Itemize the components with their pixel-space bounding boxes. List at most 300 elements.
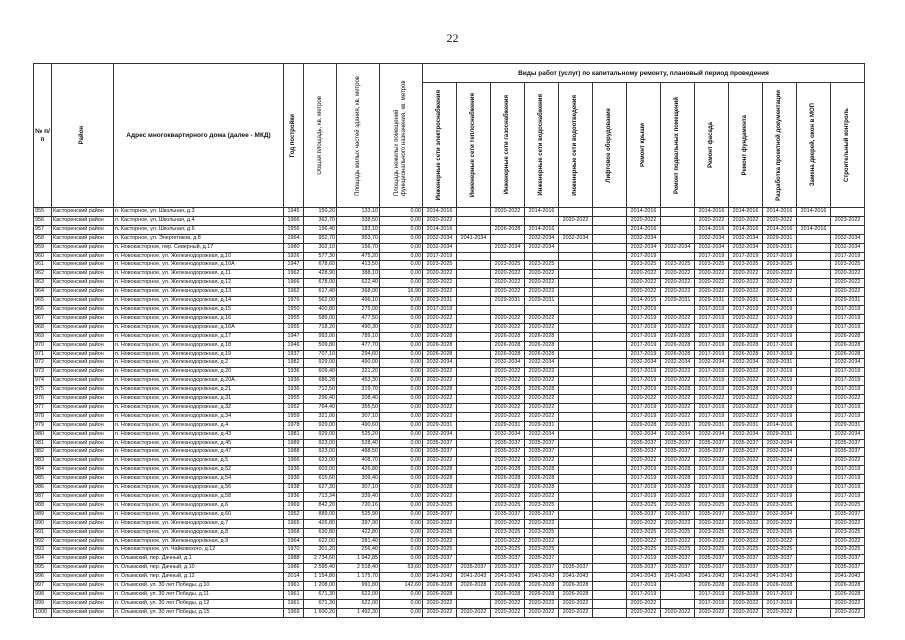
row-work-period: 2020-2022 [423, 395, 457, 404]
row-work-period: 2017-2019 [627, 341, 661, 350]
header-work-12 [831, 83, 865, 208]
header-work-6 [627, 83, 661, 208]
row-work-period: 2032-2034 [831, 430, 865, 439]
table-row [34, 528, 865, 537]
row-work-period: 2026-2028 [525, 484, 559, 493]
row-work-period: 2023-2025 [831, 528, 865, 537]
row-area-living: 275,00 [337, 305, 380, 314]
row-work-period [593, 297, 627, 306]
row-work-period: 2032-2034 [491, 359, 525, 368]
row-work-period [797, 590, 831, 599]
row-work-period [457, 261, 491, 270]
row-work-period: 2017-2019 [763, 466, 797, 475]
row-work-period [457, 448, 491, 457]
capital-repair-table [33, 63, 865, 618]
header-work-label: Инженерные сети водоснабжения [538, 94, 544, 196]
row-work-period: 2020-2022 [525, 403, 559, 412]
row-area-nonliving: 0,00 [380, 386, 423, 395]
row-number: 958 [34, 234, 52, 243]
table-row [34, 279, 865, 288]
row-work-period: 2032-2034 [729, 234, 763, 243]
row-work-period: 2041-2043 [831, 573, 865, 582]
row-work-period: 2020-2022 [491, 403, 525, 412]
table-row [34, 403, 865, 412]
row-area-nonliving: 0,00 [380, 439, 423, 448]
row-area-nonliving: 0,00 [380, 519, 423, 528]
row-work-period: 2026-2028 [729, 350, 763, 359]
row-work-period [797, 270, 831, 279]
row-area-living: 1 175,70 [337, 573, 380, 582]
row-work-period: 2020-2022 [831, 279, 865, 288]
row-work-period [593, 448, 627, 457]
row-year: 1950 [284, 305, 304, 314]
row-work-period [559, 412, 593, 421]
row-address: п. Новокасторное, ул. Железнодорожная, д.56 [114, 484, 284, 493]
row-work-period [559, 341, 593, 350]
row-area-nonliving: 0,00 [380, 448, 423, 457]
row-work-period [831, 208, 865, 217]
row-work-period: 2020-2022 [627, 457, 661, 466]
row-work-period [593, 395, 627, 404]
row-work-period: 2041-2043 [457, 573, 491, 582]
header-work-label: Замена дверей, окон в МОП [810, 103, 816, 187]
header-area-nonliving [380, 64, 423, 208]
row-year: 1968 [284, 528, 304, 537]
row-number: 982 [34, 448, 52, 457]
row-work-period [559, 475, 593, 484]
row-address: п. Новокасторное, ул. Железнодорожная, д.15 [114, 305, 284, 314]
row-work-period: 2020-2022 [661, 412, 695, 421]
row-work-period: 2017-2019 [763, 412, 797, 421]
row-area-total: 889,00 [304, 510, 337, 519]
row-work-period: 2029-2031 [763, 430, 797, 439]
header-district-label: Район [79, 126, 85, 145]
row-work-period: 2035-2037 [831, 564, 865, 573]
row-address: п. Олымский, пер. Дачный, д.12 [114, 573, 284, 582]
row-address: п. Новокасторное, ул. Железнодорожная, д.12 [114, 279, 284, 288]
row-work-period: 2041-2043 [525, 573, 559, 582]
row-work-period: 2026-2028 [423, 582, 457, 591]
row-work-period [593, 208, 627, 217]
row-work-period: 2023-2025 [525, 261, 559, 270]
row-work-period: 2023-2025 [525, 528, 559, 537]
row-work-period [593, 519, 627, 528]
row-work-period: 2017-2019 [695, 493, 729, 502]
row-work-period: 2020-2022 [627, 270, 661, 279]
row-work-period [661, 208, 695, 217]
row-work-period: 2023-2031 [423, 297, 457, 306]
row-work-period [593, 590, 627, 599]
row-work-period: 2026-2028 [559, 582, 593, 591]
row-area-living: 426,80 [337, 466, 380, 475]
row-work-period: 2017-2019 [831, 314, 865, 323]
row-work-period: 2041-2043 [729, 573, 763, 582]
header-work-2 [491, 83, 525, 208]
header-work-label: Ремонт подвальных помещений [674, 96, 680, 194]
row-work-period: 2023-2025 [661, 528, 695, 537]
row-number: 990 [34, 519, 52, 528]
row-area-nonliving: 0,00 [380, 528, 423, 537]
row-work-period: 2014-2016 [695, 225, 729, 234]
row-work-period: 2023-2025 [627, 546, 661, 555]
row-area-living: 294,60 [337, 350, 380, 359]
row-work-period: 2017-2019 [763, 493, 797, 502]
row-work-period [457, 537, 491, 546]
row-district: Касторенский район [52, 466, 114, 475]
row-work-period: 2026-2028 [525, 475, 559, 484]
row-work-period: 2020-2022 [661, 288, 695, 297]
row-year: 1936 [284, 493, 304, 502]
header-year [284, 64, 304, 208]
row-work-period [593, 403, 627, 412]
row-work-period: 2017-2019 [831, 493, 865, 502]
row-area-nonliving: 0,00 [380, 430, 423, 439]
row-number: 969 [34, 332, 52, 341]
row-work-period [797, 608, 831, 617]
row-year: 1986 [284, 564, 304, 573]
row-work-period: 2032-2034 [423, 359, 457, 368]
row-number: 972 [34, 359, 52, 368]
header-num: № п/п [34, 64, 52, 208]
row-work-period: 2032-2034 [525, 243, 559, 252]
row-work-period [559, 510, 593, 519]
row-work-period [457, 457, 491, 466]
row-area-living: 475,20 [337, 252, 380, 261]
row-work-period [797, 332, 831, 341]
row-work-period: 2020-2022 [763, 608, 797, 617]
row-address: п. Новокасторное, ул. Железнодорожная, д.10А [114, 261, 284, 270]
row-year: 1961 [284, 599, 304, 608]
row-year: 1961 [284, 582, 304, 591]
row-number: 985 [34, 475, 52, 484]
row-year: 1947 [284, 261, 304, 270]
row-number: 970 [34, 341, 52, 350]
row-area-total: 362,70 [304, 216, 337, 225]
row-work-period: 2017-2019 [831, 323, 865, 332]
table-row [34, 546, 865, 555]
row-work-period: 2026-2028 [491, 475, 525, 484]
row-district: Касторенский район [52, 395, 114, 404]
row-work-period: 2020-2022 [831, 608, 865, 617]
row-work-period [593, 323, 627, 332]
row-work-period: 2017-2019 [763, 590, 797, 599]
row-address: п. Новокасторное, ул. Чайковского, д.12 [114, 546, 284, 555]
row-work-period: 2023-2025 [763, 528, 797, 537]
row-work-period: 2017-2019 [763, 403, 797, 412]
row-work-period: 2035-2037 [491, 448, 525, 457]
row-work-period: 2026-2028 [661, 484, 695, 493]
row-area-living: 953,70 [337, 234, 380, 243]
row-work-period: 2023-2025 [763, 546, 797, 555]
row-work-period: 2035-2037 [729, 555, 763, 564]
row-work-period: 2020-2022 [729, 216, 763, 225]
row-area-total: 615,60 [304, 475, 337, 484]
table-row [34, 475, 865, 484]
row-work-period: 2023-2025 [763, 261, 797, 270]
table-row [34, 216, 865, 225]
row-area-living: 622,00 [337, 599, 380, 608]
table-row [34, 466, 865, 475]
row-work-period: 2032-2034 [695, 234, 729, 243]
row-area-nonliving: 0,00 [380, 305, 423, 314]
row-area-total: 622,00 [304, 537, 337, 546]
row-work-period: 2017-2019 [695, 341, 729, 350]
row-work-period [559, 252, 593, 261]
row-address: п. Олымский, ул. 30 лет Победы, д.12 [114, 599, 284, 608]
row-work-period: 2017-2019 [729, 305, 763, 314]
row-work-period [797, 386, 831, 395]
row-area-nonliving: 0,00 [380, 297, 423, 306]
header-area-living [337, 64, 380, 208]
row-work-period [559, 208, 593, 217]
row-area-living: 309,40 [337, 475, 380, 484]
row-work-period: 2020-2022 [831, 457, 865, 466]
row-work-period: 2020-2022 [661, 270, 695, 279]
row-work-period [797, 341, 831, 350]
table-row [34, 234, 865, 243]
row-number: 975 [34, 386, 52, 395]
row-work-period [559, 297, 593, 306]
row-work-period [457, 243, 491, 252]
header-district [52, 64, 114, 208]
row-number: 963 [34, 279, 52, 288]
row-area-total: 707,10 [304, 350, 337, 359]
row-work-period: 2035-2037 [525, 439, 559, 448]
row-work-period: 2017-2019 [695, 466, 729, 475]
row-work-period: 2026-2028 [525, 466, 559, 475]
row-work-period: 2023-2025 [695, 501, 729, 510]
row-number: 991 [34, 528, 52, 537]
table-row [34, 305, 865, 314]
row-work-period [593, 546, 627, 555]
row-work-period: 2014-2016 [729, 225, 763, 234]
row-work-period: 2020-2022 [729, 403, 763, 412]
row-work-period: 2020-2022 [831, 519, 865, 528]
row-area-total: 603,00 [304, 466, 337, 475]
row-work-period: 2035-2037 [695, 510, 729, 519]
row-work-period [593, 279, 627, 288]
row-area-living: 183,10 [337, 225, 380, 234]
row-work-period: 2032-2034 [525, 234, 559, 243]
row-area-living: 789,10 [337, 332, 380, 341]
row-work-period: 2020-2022 [729, 288, 763, 297]
row-work-period: 2020-2022 [559, 599, 593, 608]
row-work-period: 2026-2028 [491, 466, 525, 475]
row-district: Касторенский район [52, 234, 114, 243]
row-work-period: 2023-2025 [627, 261, 661, 270]
row-number: 988 [34, 501, 52, 510]
row-address: п. Олымский, пер. Дачный, д.1 [114, 555, 284, 564]
row-work-period: 2023-2025 [627, 528, 661, 537]
row-work-period: 2020-2022 [763, 279, 797, 288]
row-area-living: 307,10 [337, 412, 380, 421]
row-work-period [593, 599, 627, 608]
row-work-period [457, 395, 491, 404]
row-district: Касторенский район [52, 564, 114, 573]
row-area-nonliving: 0,00 [380, 546, 423, 555]
row-district: Касторенский район [52, 457, 114, 466]
row-area-total: 929,00 [304, 421, 337, 430]
row-work-period: 2023-2025 [729, 528, 763, 537]
row-work-period [559, 305, 593, 314]
row-area-living: 525,20 [337, 430, 380, 439]
row-district: Касторенский район [52, 359, 114, 368]
row-work-period [457, 350, 491, 359]
row-area-total: 712,50 [304, 386, 337, 395]
row-work-period: 2020-2022 [695, 519, 729, 528]
table-row [34, 519, 865, 528]
row-work-period: 2026-2028 [661, 386, 695, 395]
row-area-living: 720,16 [337, 501, 380, 510]
row-work-period [457, 439, 491, 448]
row-work-period [593, 252, 627, 261]
row-district: Касторенский район [52, 350, 114, 359]
row-work-period [797, 377, 831, 386]
row-work-period: 2026-2028 [491, 590, 525, 599]
row-area-total: 952,70 [304, 234, 337, 243]
row-work-period [593, 332, 627, 341]
row-work-period: 2020-2022 [729, 368, 763, 377]
row-work-period: 2020-2022 [729, 519, 763, 528]
row-number: 957 [34, 225, 52, 234]
row-work-period: 2035-2037 [627, 448, 661, 457]
row-work-period [525, 216, 559, 225]
row-work-period: 2026-2028 [559, 590, 593, 599]
row-area-nonliving: 0,00 [380, 590, 423, 599]
row-work-period [457, 386, 491, 395]
row-work-period: 2026-2028 [661, 466, 695, 475]
row-work-period: 2017-2019 [423, 252, 457, 261]
row-year: 1962 [284, 288, 304, 297]
row-year: 1966 [284, 279, 304, 288]
row-number: 964 [34, 288, 52, 297]
row-area-living: 133,10 [337, 208, 380, 217]
row-area-nonliving: 0,00 [380, 493, 423, 502]
header-work-label: Ремонт фундамента [742, 114, 748, 176]
row-area-nonliving: 0,00 [380, 341, 423, 350]
row-work-period [797, 501, 831, 510]
row-work-period: 2020-2022 [661, 493, 695, 502]
row-work-period: 2029-2031 [661, 297, 695, 306]
row-work-period [559, 537, 593, 546]
row-area-living: 525,90 [337, 510, 380, 519]
row-work-period [559, 430, 593, 439]
row-work-period: 2026-2028 [423, 484, 457, 493]
row-work-period: 2017-2019 [695, 368, 729, 377]
row-work-period: 2017-2019 [831, 412, 865, 421]
table-row [34, 493, 865, 502]
row-work-period [593, 386, 627, 395]
row-work-period: 2026-2028 [525, 341, 559, 350]
row-area-living: 490,30 [337, 323, 380, 332]
row-work-period: 2026-2028 [831, 341, 865, 350]
row-work-period: 2020-2022 [661, 403, 695, 412]
row-work-period [593, 341, 627, 350]
row-work-period: 2023-2022 [831, 216, 865, 225]
row-address: п. Новокасторное, ул. Железнодорожная, д.20 [114, 368, 284, 377]
row-number: 962 [34, 270, 52, 279]
row-work-period: 2020-2022 [627, 608, 661, 617]
row-work-period [593, 555, 627, 564]
table-row [34, 359, 865, 368]
row-work-period [797, 528, 831, 537]
row-work-period: 2023-2025 [491, 261, 525, 270]
row-work-period: 2020-2022 [661, 279, 695, 288]
row-work-period: 2026-2028 [525, 350, 559, 359]
row-work-period: 2017-2019 [831, 368, 865, 377]
row-work-period: 2032-2034 [763, 439, 797, 448]
header-area-total-label: Общая площадь, кв. метров [316, 96, 323, 175]
row-work-period: 2020-2022 [525, 288, 559, 297]
row-work-period: 2014-2016 [763, 297, 797, 306]
row-work-period: 2032-2034 [831, 359, 865, 368]
row-work-period: 2035-2037 [831, 555, 865, 564]
row-year: 1952 [284, 403, 304, 412]
row-work-period: 2023-2025 [695, 528, 729, 537]
row-work-period: 2032-2034 [525, 359, 559, 368]
row-work-period: 2020-2022 [491, 599, 525, 608]
row-work-period [797, 537, 831, 546]
row-area-nonliving: 0,00 [380, 403, 423, 412]
row-work-period: 2023-2025 [525, 546, 559, 555]
row-work-period: 2035-2037 [729, 564, 763, 573]
row-work-period: 2020-2022 [627, 519, 661, 528]
row-work-period [593, 270, 627, 279]
row-area-living: 368,00 [337, 288, 380, 297]
header-work-label: Строительный контроль [844, 107, 850, 182]
row-area-nonliving: 142,60 [380, 582, 423, 591]
row-number: 978 [34, 412, 52, 421]
row-work-period: 2026-2028 [661, 350, 695, 359]
row-work-period: 2023-2025 [831, 261, 865, 270]
row-number: 999 [34, 599, 52, 608]
row-work-period: 2017-2019 [627, 377, 661, 386]
row-work-period [797, 510, 831, 519]
row-work-period: 2020-2022 [491, 457, 525, 466]
row-work-period [559, 528, 593, 537]
row-area-total: 296,40 [304, 395, 337, 404]
row-area-living: 256,40 [337, 546, 380, 555]
row-area-living: 397,90 [337, 519, 380, 528]
header-year-label: Год постройки [290, 113, 296, 158]
row-number: 989 [34, 510, 52, 519]
row-work-period: 2017-2019 [627, 350, 661, 359]
row-work-period [457, 216, 491, 225]
row-work-period: 2041-2043 [559, 573, 593, 582]
row-area-total: 929,00 [304, 359, 337, 368]
row-work-period: 2020-2022 [831, 270, 865, 279]
row-work-period: 2035-2037 [423, 510, 457, 519]
row-address: п. Касторное, ул. Школьная, д.3 [114, 208, 284, 217]
row-work-period [797, 573, 831, 582]
row-number: 976 [34, 395, 52, 404]
row-area-living: 339,40 [337, 493, 380, 502]
row-area-total: 923,00 [304, 448, 337, 457]
row-work-period: 2020-2022 [661, 395, 695, 404]
row-work-period: 2032-2034 [729, 430, 763, 439]
row-work-period: 2020-2022 [423, 403, 457, 412]
table-row [34, 573, 865, 582]
row-work-period: 2020-2022 [423, 279, 457, 288]
row-work-period [593, 528, 627, 537]
row-address: п. Новокасторное, ул. Железнодорожная, д.16А [114, 323, 284, 332]
table-row [34, 457, 865, 466]
row-year: 1959 [284, 412, 304, 421]
row-work-period: 2020-2022 [763, 519, 797, 528]
row-work-period: 2035-2037 [525, 564, 559, 573]
row-work-period: 2017-2019 [627, 305, 661, 314]
row-work-period [593, 573, 627, 582]
